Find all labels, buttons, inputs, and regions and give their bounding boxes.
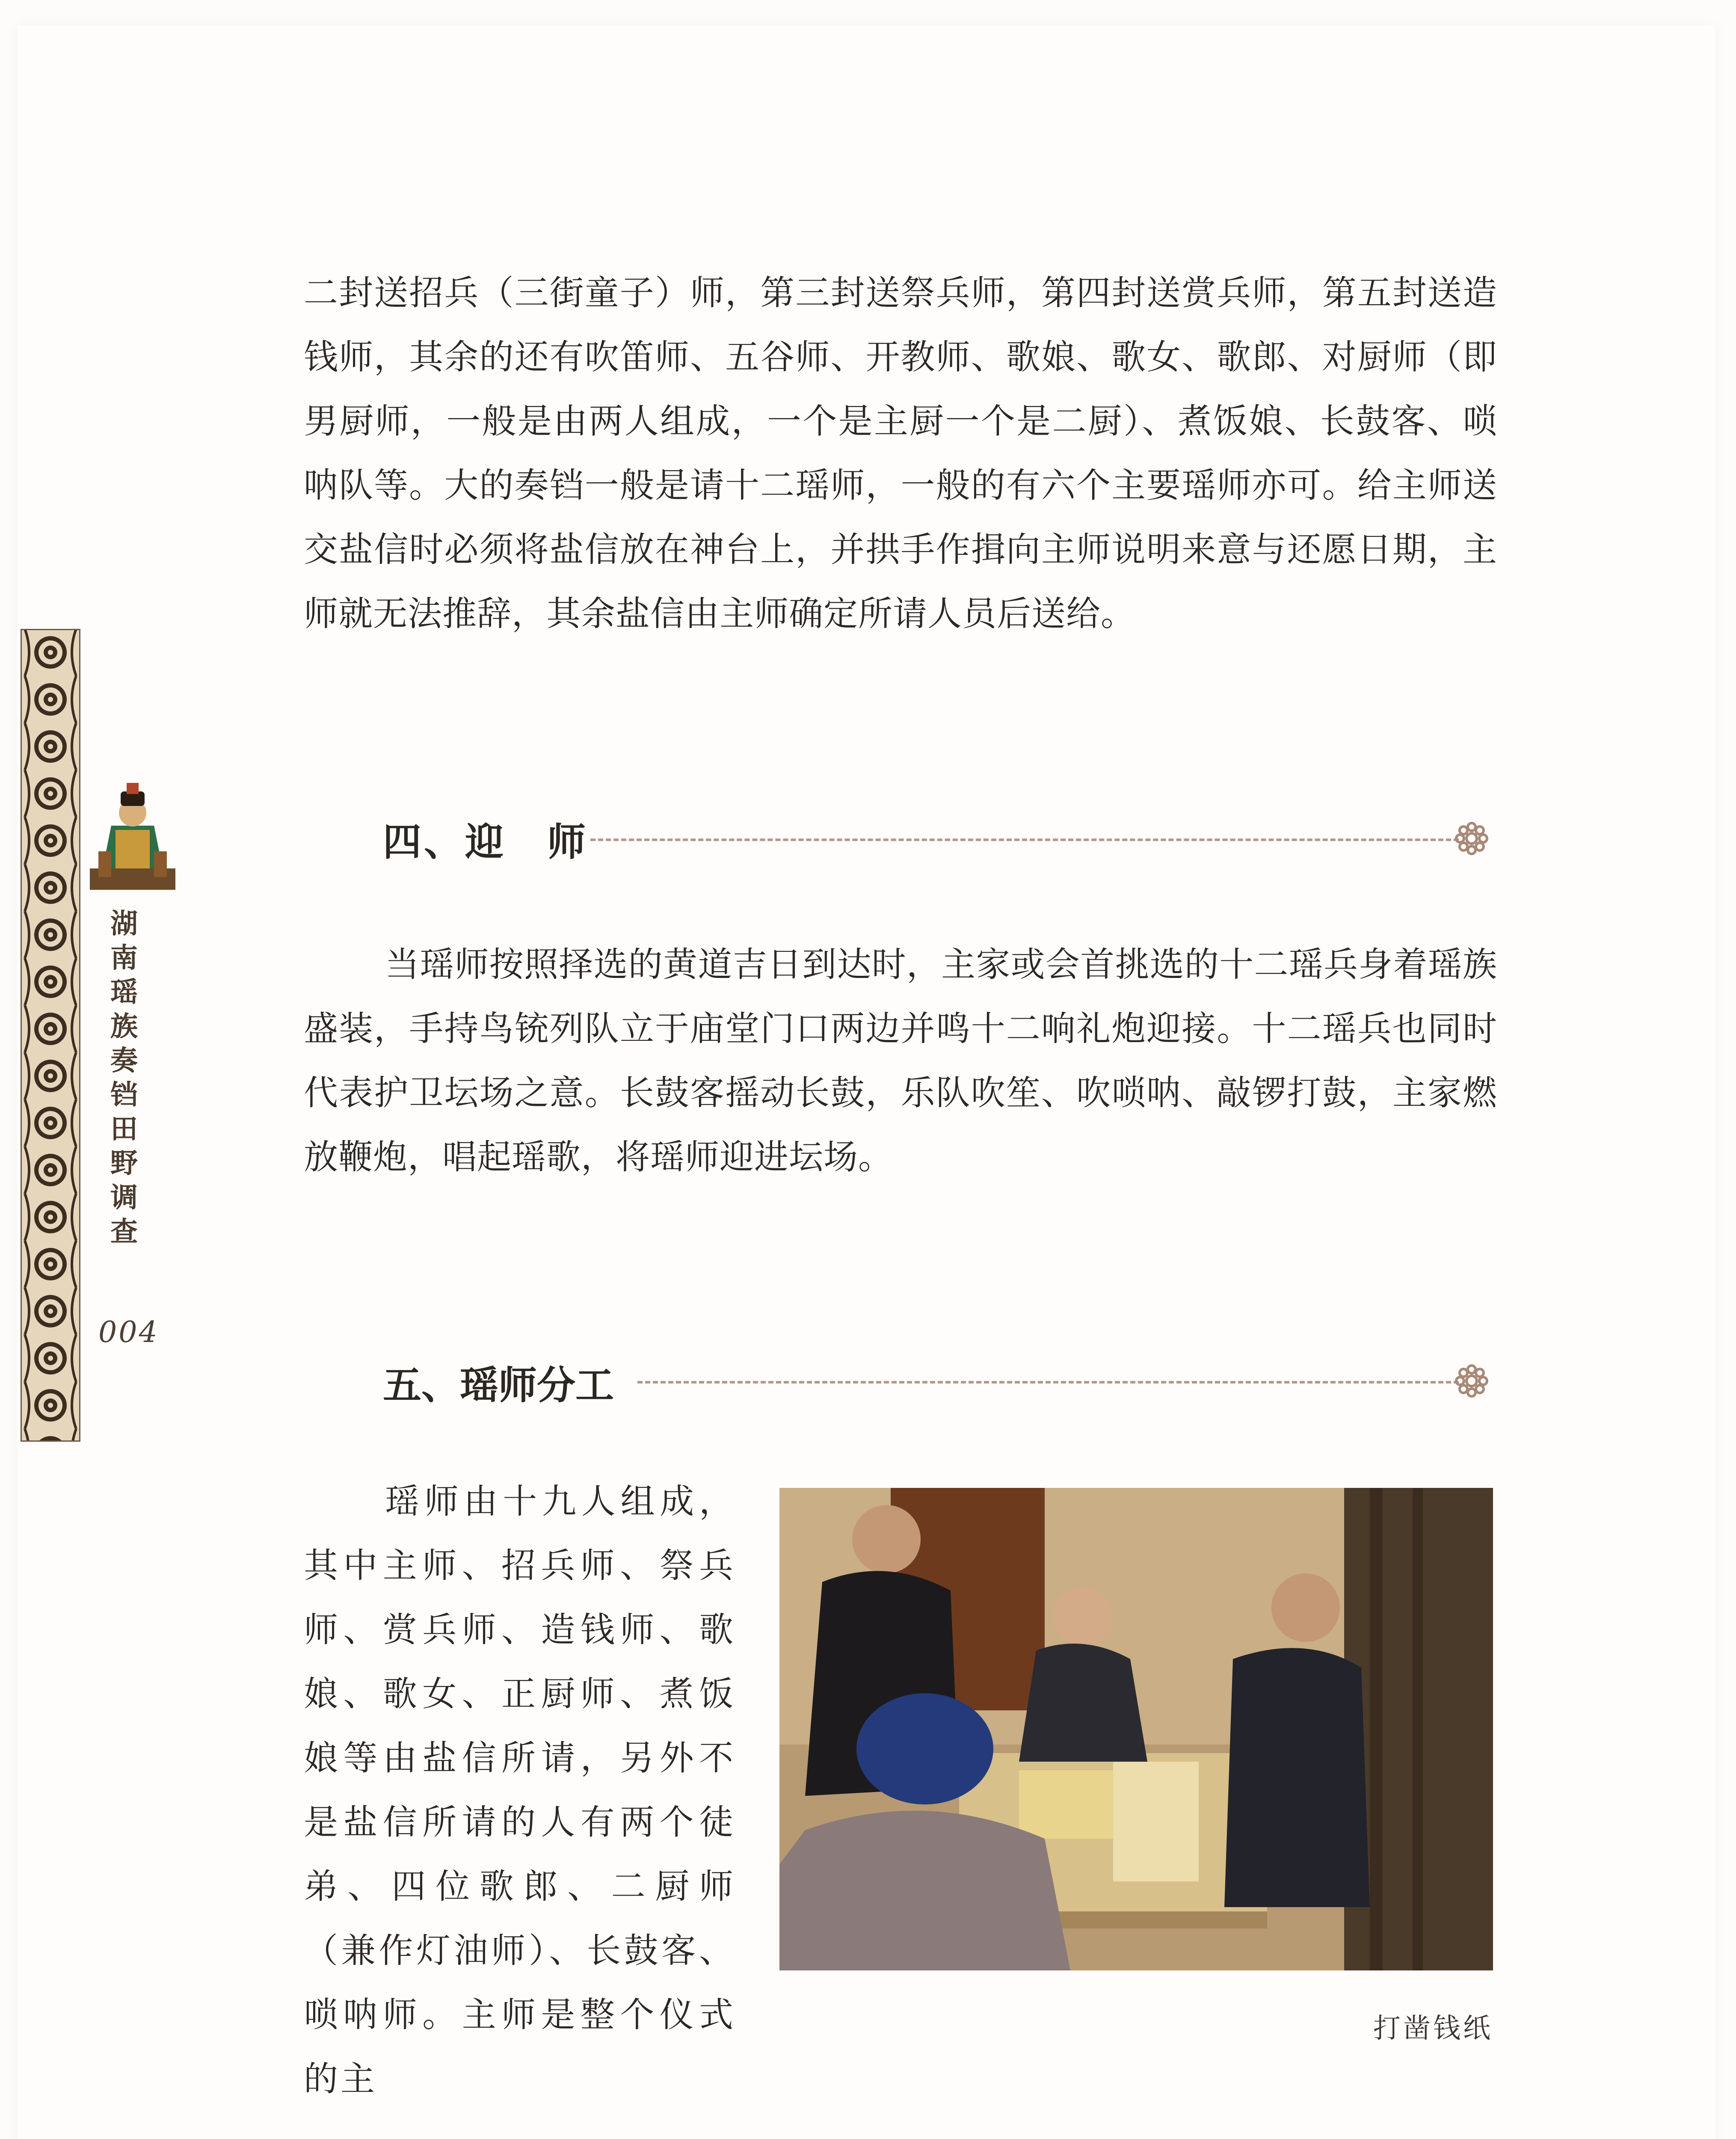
book-title-char: 野 xyxy=(110,1147,138,1179)
heading-dashed-rule xyxy=(590,838,1459,841)
paragraph-fengong: 瑶师由十九人组成，其中主师、招兵师、祭兵师、赏兵师、造钱师、歌娘、歌女、正厨师、煮饭娘等由盐信所请，另外不是盐信所请的人有两个徒弟、四位歌郎、二厨师（兼作灯油师）、长鼓客、唢呐师。主师是整个仪式的主 xyxy=(304,1481,736,2099)
deity-portrait-icon xyxy=(86,766,180,894)
book-title-char: 调 xyxy=(110,1182,138,1214)
section-heading-yingshi: 四、迎 师 xyxy=(383,820,588,865)
book-title-char: 奏 xyxy=(110,1045,138,1077)
decorative-side-band xyxy=(21,629,80,1442)
book-title-char: 查 xyxy=(110,1216,138,1248)
book-title-char: 族 xyxy=(110,1010,138,1043)
rosette-ornament-icon xyxy=(1452,1362,1491,1400)
book-title-char: 湖 xyxy=(110,908,138,940)
page-number: 004 xyxy=(98,1315,159,1349)
rosette-ornament-icon xyxy=(1452,819,1491,858)
section-heading-fengong: 五、瑶师分工 xyxy=(383,1363,614,1408)
paragraph-intro: 二封送招兵（三街童子）师，第三封送祭兵师，第四封送赏兵师，第五封送造钱师，其余的还有吹笛师、五谷师、开教师、歌娘、歌女、歌郎、对厨师（即男厨师，一般是由两人组成，一个是主厨一个是二厨）、煮饭娘、长鼓客、唢呐队等。大的奏铛一般是请十二瑶师，一般的有六个主要瑶师亦可。给主师送交盐信时必须将盐信放在神台上，并拱手作揖向主师说明来意与还愿日期，主师就无法推辞，其余盐信由主师确定所请人员后送给。 xyxy=(304,273,1497,634)
paragraph-yingshi: 当瑶师按照择选的黄道吉日到达时，主家或会首挑选的十二瑶兵身着瑶族盛装，手持鸟铳列队立于庙堂门口两边并鸣十二响礼炮迎接。十二瑶兵也同时代表护卫坛场之意。长鼓客摇动长鼓，乐队吹笙、吹唢呐、敲锣打鼓，主家燃放鞭炮，唱起瑶歌，将瑶师迎进坛场。 xyxy=(304,945,1497,1177)
book-title-vertical xyxy=(103,907,145,1249)
photo-paper-money-cutting xyxy=(779,1488,1493,1970)
book-title-char: 铛 xyxy=(110,1079,138,1111)
book-title-char: 南 xyxy=(110,942,138,974)
photo-caption: 打凿钱纸 xyxy=(1373,2013,1493,2044)
book-title-char: 田 xyxy=(110,1113,138,1145)
heading-dashed-rule xyxy=(637,1381,1459,1384)
book-title-char: 瑶 xyxy=(110,976,138,1008)
